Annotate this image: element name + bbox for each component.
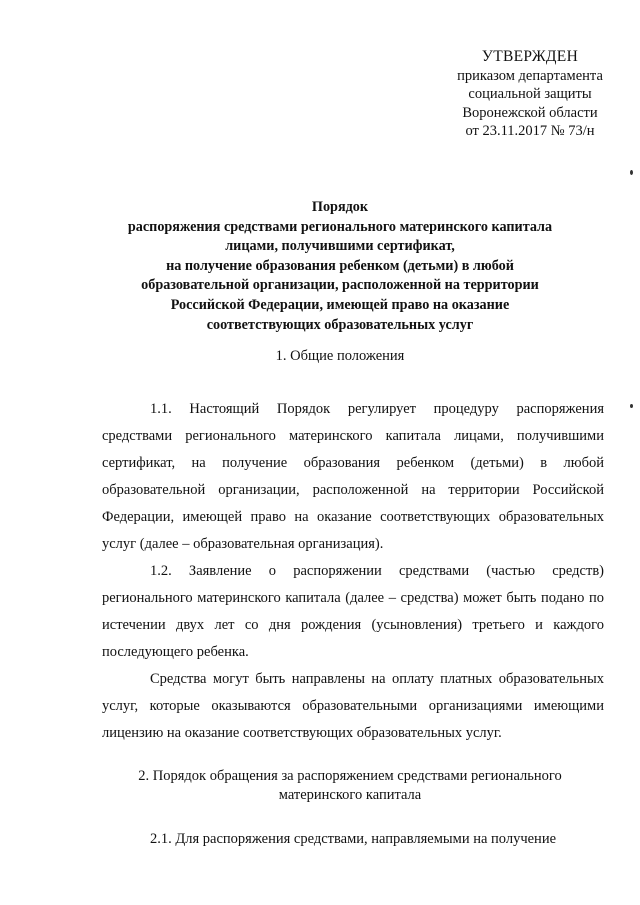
section-2-heading-line: материнского капитала <box>278 787 422 803</box>
title-line: лицами, получившими сертификат, <box>225 238 455 255</box>
approval-title: УТВЕРЖДЕН <box>481 48 579 65</box>
section-2-heading-line: 2. Порядок обращения за распоряжением средствами регионального <box>138 768 562 784</box>
section-1-body <box>102 396 604 747</box>
title-line: на получение образования ребенком (детьми) в любой <box>166 257 514 274</box>
approval-stamp <box>440 48 620 141</box>
title-line: соответствующих образовательных услуг <box>206 316 474 333</box>
paragraph-1-1: 1.1. Настоящий Порядок регулирует процедуру распоряжения средствами регионального материнского капитала лицами, получившими сертификат, на получение образования ребенком (детьми) в любой образовательной организации, расположенной на территории Российской Федерации, имеющей право на оказание соответствующих образовательных услуг (далее – образовательная организация). <box>102 401 604 552</box>
paragraph-1-3: Средства могут быть направлены на оплату платных образовательных услуг, которые оказываются образовательными организациями имеющими лицензию на оказание соответствующих образовательных услуг. <box>102 671 604 741</box>
title-line: Порядок <box>311 199 369 215</box>
approval-line: приказом департамента <box>457 67 603 84</box>
paragraph-2-1: 2.1. Для распоряжения средствами, направляемыми на получение <box>150 831 557 847</box>
section-2-heading <box>100 767 600 805</box>
section-2-body <box>102 826 604 853</box>
section-1-heading: 1. Общие положения <box>275 348 405 364</box>
approval-line: Воронежской области <box>462 104 598 121</box>
scan-speck <box>630 170 633 175</box>
approval-line: социальной защиты <box>468 86 592 102</box>
title-line: Российской Федерации, имеющей право на оказание <box>170 296 510 313</box>
paragraph-1-2: 1.2. Заявление о распоряжении средствами (частью средств) регионального материнского капитала (далее – средства) может быть подано по истечении двух лет со дня рождения (усыновления) третьего и каждого последующего ребенка. <box>102 563 604 660</box>
title-line: образовательной организации, расположенной на территории <box>141 277 539 294</box>
scan-speck <box>630 404 633 408</box>
title-line: распоряжения средствами регионального материнского капитала <box>127 218 553 235</box>
approval-date: от 23.11.2017 № 73/н <box>465 123 595 139</box>
document-title <box>90 198 590 335</box>
